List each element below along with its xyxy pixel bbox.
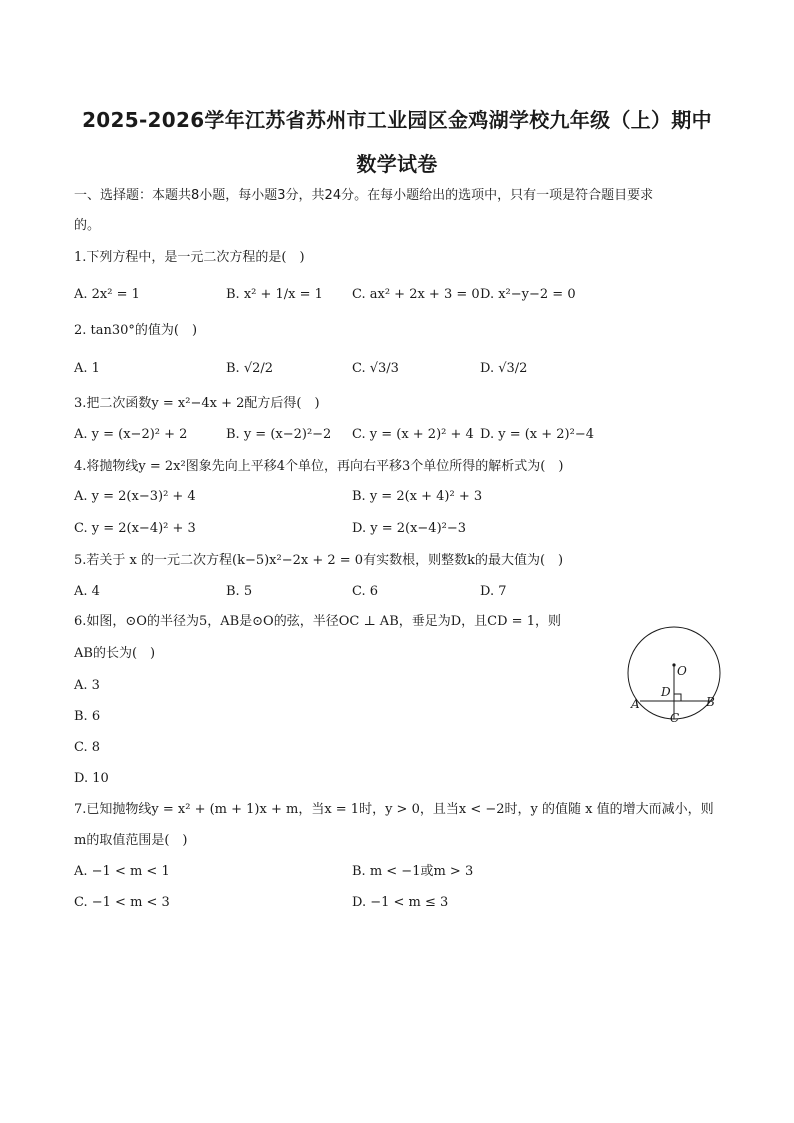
question-6-option-a: A. 3: [74, 678, 100, 693]
question-6-stem-line1: 6.如图，⊙O的半径为5，AB是⊙O的弦，半径OC ⊥ AB，垂足为D，且CD = 1，则: [74, 614, 561, 629]
question-3-option-a: A. y = (x−2)² + 2: [74, 427, 188, 442]
question-2-stem: 2. tan30°的值为( ): [74, 323, 198, 338]
circle-geometry-figure: [620, 625, 730, 735]
question-3-stem: 3.把二次函数y = x²−4x + 2配方后得( ): [74, 396, 320, 411]
question-6-option-d: D. 10: [74, 771, 109, 786]
question-4-option-c: C. y = 2(x−4)² + 3: [74, 521, 196, 536]
question-7-option-c: C. −1 < m < 3: [74, 895, 170, 910]
question-1-option-a: A. 2x² = 1: [74, 287, 140, 302]
question-7-option-a: A. −1 < m < 1: [74, 864, 170, 879]
question-7-stem-line2: m的取值范围是( ): [74, 833, 188, 848]
right-angle-mark: [674, 694, 681, 701]
question-7-stem-line1: 7.已知抛物线y = x² + (m + 1)x + m，当x = 1时，y > 0，且当x < −2时，y 的值随 x 值的增大而减小，则: [74, 802, 714, 817]
question-4-option-b: B. y = 2(x + 4)² + 3: [352, 489, 483, 504]
exam-title-line2: 数学试卷: [356, 152, 438, 176]
label-o: O: [677, 664, 687, 678]
question-4-option-d: D. y = 2(x−4)²−3: [352, 521, 467, 536]
question-1-option-c: C. ax² + 2x + 3 = 0: [352, 287, 480, 302]
question-4-option-a: A. y = 2(x−3)² + 4: [74, 489, 196, 504]
question-5-stem: 5.若关于 x 的一元二次方程(k−5)x²−2x + 2 = 0有实数根，则整数k的最大值为( ): [74, 553, 564, 568]
question-2-option-d: D. √3/2: [480, 361, 528, 376]
question-1-option-b: B. x² + 1/x = 1: [226, 287, 323, 302]
question-5-option-a: A. 4: [74, 584, 100, 599]
question-3-option-c: C. y = (x + 2)² + 4: [352, 427, 474, 442]
exam-title-line1: 2025-2026学年江苏省苏州市工业园区金鸡湖学校九年级（上）期中: [82, 108, 712, 132]
question-3-option-d: D. y = (x + 2)²−4: [480, 427, 595, 442]
question-6-stem-line2: AB的长为( ): [74, 646, 156, 661]
question-5-option-c: C. 6: [352, 584, 379, 599]
section-instruction-line1: 一、选择题：本题共8小题，每小题3分，共24分。在每小题给出的选项中，只有一项是符合题目要求: [74, 188, 654, 203]
question-5-option-d: D. 7: [480, 584, 507, 599]
question-4-stem: 4.将抛物线y = 2x²图象先向上平移4个单位，再向右平移3个单位所得的解析式为( ): [74, 459, 564, 474]
question-7-option-d: D. −1 < m ≤ 3: [352, 895, 449, 910]
center-point: [672, 663, 675, 666]
question-3-option-b: B. y = (x−2)²−2: [226, 427, 332, 442]
question-5-option-b: B. 5: [226, 584, 253, 599]
section-instruction-line2: 的。: [74, 218, 101, 233]
question-2-option-b: B. √2/2: [226, 361, 274, 376]
label-b: B: [706, 695, 715, 709]
question-6-option-c: C. 8: [74, 740, 101, 755]
question-6-option-b: B. 6: [74, 709, 101, 724]
label-c: C: [670, 711, 680, 725]
label-a: A: [631, 697, 640, 711]
question-2-option-a: A. 1: [74, 361, 100, 376]
question-2-option-c: C. √3/3: [352, 361, 399, 376]
question-7-option-b: B. m < −1或m > 3: [352, 864, 474, 879]
question-1-stem: 1.下列方程中，是一元二次方程的是( ): [74, 250, 305, 265]
label-d: D: [661, 685, 671, 699]
question-1-option-d: D. x²−y−2 = 0: [480, 287, 576, 302]
